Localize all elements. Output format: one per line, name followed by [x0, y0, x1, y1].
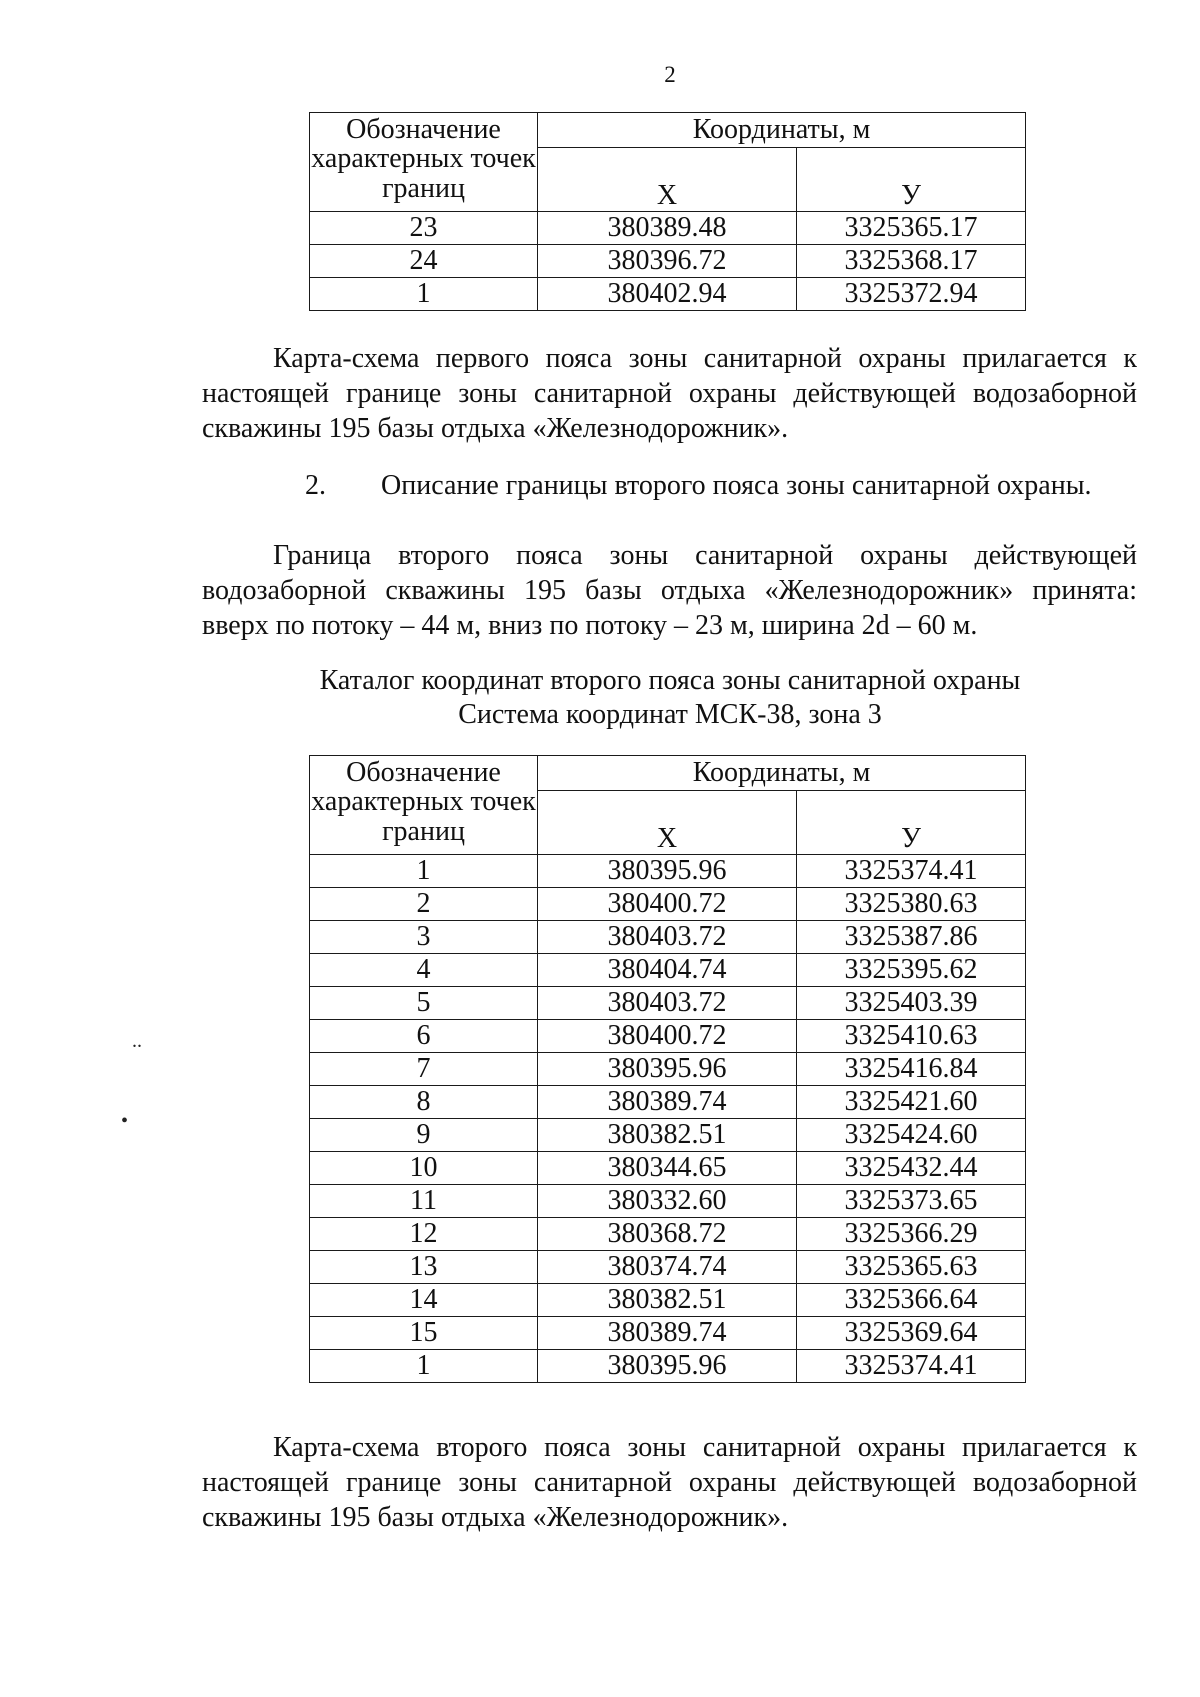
coordinates-table-first-belt: [309, 112, 1026, 311]
coordinates-table-second-belt: [309, 755, 1026, 1383]
table-row: [310, 1119, 1026, 1152]
table-row: [310, 278, 1026, 311]
point-cell: 24: [310, 245, 538, 278]
point-cell: 6: [310, 1020, 538, 1053]
point-cell: 8: [310, 1086, 538, 1119]
header-x: Х: [538, 148, 797, 212]
table-row: [310, 1350, 1026, 1383]
point-cell: 9: [310, 1119, 538, 1152]
y-cell: 3325374.41: [797, 1350, 1026, 1383]
y-cell: 3325421.60: [797, 1086, 1026, 1119]
y-cell: 3325374.41: [797, 855, 1026, 888]
header-coordinates: Координаты, м: [538, 756, 1026, 791]
point-cell: 14: [310, 1284, 538, 1317]
y-cell: 3325365.63: [797, 1251, 1026, 1284]
y-cell: 3325366.29: [797, 1218, 1026, 1251]
point-cell: 23: [310, 212, 538, 245]
y-cell: 3325410.63: [797, 1020, 1026, 1053]
x-cell: 380402.94: [538, 278, 797, 311]
page-number: 2: [664, 62, 676, 87]
x-cell: 380403.72: [538, 921, 797, 954]
y-cell: 3325368.17: [797, 245, 1026, 278]
point-cell: 1: [310, 1350, 538, 1383]
y-cell: 3325395.62: [797, 954, 1026, 987]
y-cell: 3325365.17: [797, 212, 1026, 245]
point-cell: 1: [310, 855, 538, 888]
paragraph-second-belt-boundary: [202, 538, 1137, 643]
x-cell: 380400.72: [538, 888, 797, 921]
x-cell: 380403.72: [538, 987, 797, 1020]
table-row: [310, 1053, 1026, 1086]
y-cell: 3325432.44: [797, 1152, 1026, 1185]
paragraph-map-first-belt: [202, 341, 1137, 446]
y-cell: 3325369.64: [797, 1317, 1026, 1350]
point-cell: 4: [310, 954, 538, 987]
table-row: [310, 245, 1026, 278]
x-cell: 380395.96: [538, 1053, 797, 1086]
table-row: [310, 987, 1026, 1020]
x-cell: 380368.72: [538, 1218, 797, 1251]
table-row: [310, 1152, 1026, 1185]
point-cell: 5: [310, 987, 538, 1020]
table-row: [310, 855, 1026, 888]
y-cell: 3325387.86: [797, 921, 1026, 954]
table-row: [310, 954, 1026, 987]
point-cell: 11: [310, 1185, 538, 1218]
y-cell: 3325373.65: [797, 1185, 1026, 1218]
paragraph-text: Карта-схема второго пояса зоны санитарной охраны прилагается к настоящей границе зоны санитарной охраны действующей водозаборной скважины 195 базы отдыха «Железнодорожник».: [202, 1432, 1137, 1533]
table-row: [310, 1185, 1026, 1218]
x-cell: 380374.74: [538, 1251, 797, 1284]
x-cell: 380395.96: [538, 1350, 797, 1383]
table-row: [310, 1218, 1026, 1251]
table-row: [310, 1251, 1026, 1284]
header-y: У: [797, 791, 1026, 855]
point-cell: 13: [310, 1251, 538, 1284]
point-cell: 3: [310, 921, 538, 954]
header-x: Х: [538, 791, 797, 855]
table-row: [310, 1317, 1026, 1350]
point-cell: 2: [310, 888, 538, 921]
x-cell: 380382.51: [538, 1284, 797, 1317]
x-cell: 380332.60: [538, 1185, 797, 1218]
table-row: [310, 212, 1026, 245]
x-cell: 380382.51: [538, 1119, 797, 1152]
x-cell: 380389.48: [538, 212, 797, 245]
y-cell: 3325403.39: [797, 987, 1026, 1020]
header-y: У: [797, 148, 1026, 212]
y-cell: 3325424.60: [797, 1119, 1026, 1152]
x-cell: 380396.72: [538, 245, 797, 278]
section-heading: [305, 470, 1092, 502]
section-title: Описание границы второго пояса зоны санитарной охраны.: [381, 470, 1092, 501]
point-cell: 1: [310, 278, 538, 311]
scan-dots-mark: ..: [132, 1030, 142, 1052]
x-cell: 380395.96: [538, 855, 797, 888]
header-designation: Обозначение характерных точек границ: [310, 113, 538, 212]
x-cell: 380344.65: [538, 1152, 797, 1185]
table-caption-system: Система координат МСК-38, зона 3: [458, 699, 882, 730]
header-coordinates: Координаты, м: [538, 113, 1026, 148]
table-body: [310, 212, 1026, 311]
table-row: [310, 1284, 1026, 1317]
y-cell: 3325372.94: [797, 278, 1026, 311]
scan-bullet-mark: •: [121, 1110, 129, 1132]
paragraph-map-second-belt: [202, 1430, 1137, 1535]
x-cell: 380389.74: [538, 1086, 797, 1119]
point-cell: 12: [310, 1218, 538, 1251]
table-row: [310, 1086, 1026, 1119]
section-number: 2.: [305, 470, 326, 501]
x-cell: 380404.74: [538, 954, 797, 987]
table-caption-title: Каталог координат второго пояса зоны санитарной охраны: [319, 665, 1021, 696]
table-row: [310, 1020, 1026, 1053]
paragraph-text: Карта-схема первого пояса зоны санитарной охраны прилагается к настоящей границе зоны санитарной охраны действующей водозаборной скважины 195 базы отдыха «Железнодорожник».: [202, 343, 1137, 444]
y-cell: 3325416.84: [797, 1053, 1026, 1086]
header-designation: Обозначение характерных точек границ: [310, 756, 538, 855]
table-row: [310, 921, 1026, 954]
y-cell: 3325366.64: [797, 1284, 1026, 1317]
point-cell: 7: [310, 1053, 538, 1086]
x-cell: 380389.74: [538, 1317, 797, 1350]
point-cell: 10: [310, 1152, 538, 1185]
x-cell: 380400.72: [538, 1020, 797, 1053]
y-cell: 3325380.63: [797, 888, 1026, 921]
point-cell: 15: [310, 1317, 538, 1350]
table-row: [310, 888, 1026, 921]
table-body: [310, 855, 1026, 1383]
paragraph-text: Граница второго пояса зоны санитарной охраны действующей водозаборной скважины 195 базы отдыха «Железнодорожник» принята: вверх по потоку – 44 м, вниз по потоку – 23 м, ширина 2d – 60 м.: [202, 540, 1137, 641]
